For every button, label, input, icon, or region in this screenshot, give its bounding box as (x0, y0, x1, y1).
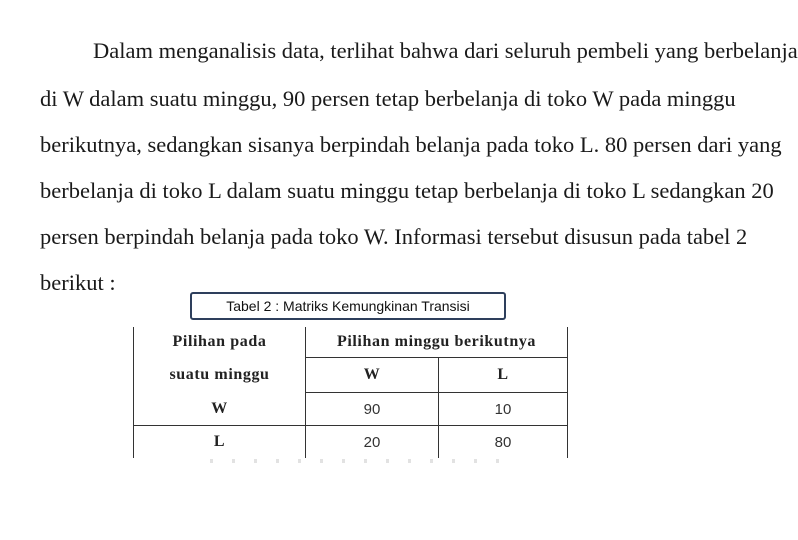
cell-l-l: 80 (439, 426, 568, 459)
paragraph-line: Dalam menganalisis data, terlihat bahwa dari seluruh pembeli yang berbelanja (93, 38, 798, 63)
cropped-text-remnant (210, 459, 510, 463)
sub-header-l: L (439, 358, 568, 393)
transition-matrix-table (133, 327, 568, 461)
cell-w-w: 90 (306, 393, 439, 426)
row-label-l: L (134, 426, 306, 459)
paragraph-line: persen berpindah belanja pada toko W. Informasi tersebut disusun pada tabel 2 (40, 224, 748, 249)
table-caption: Tabel 2 : Matriks Kemungkinan Transisi (190, 292, 506, 320)
header-left-line1: Pilihan pada (134, 327, 306, 358)
paragraph-line: di W dalam suatu minggu, 90 persen tetap berbelanja di toko W pada minggu (40, 86, 736, 111)
paragraph-line: berikutnya, sedangkan sisanya berpindah belanja pada toko L. 80 persen dari yang (40, 132, 782, 157)
header-left-line2: suatu minggu (134, 358, 306, 393)
paragraph-line: berikut : (40, 270, 116, 295)
paragraph-line: berbelanja di toko L dalam suatu minggu tetap berbelanja di toko L sedangkan 20 (40, 178, 774, 203)
sub-header-w: W (306, 358, 439, 393)
cell-l-w: 20 (306, 426, 439, 459)
header-right: Pilihan minggu berikutnya (306, 327, 568, 358)
cell-w-l: 10 (439, 393, 568, 426)
row-label-w: W (134, 393, 306, 426)
